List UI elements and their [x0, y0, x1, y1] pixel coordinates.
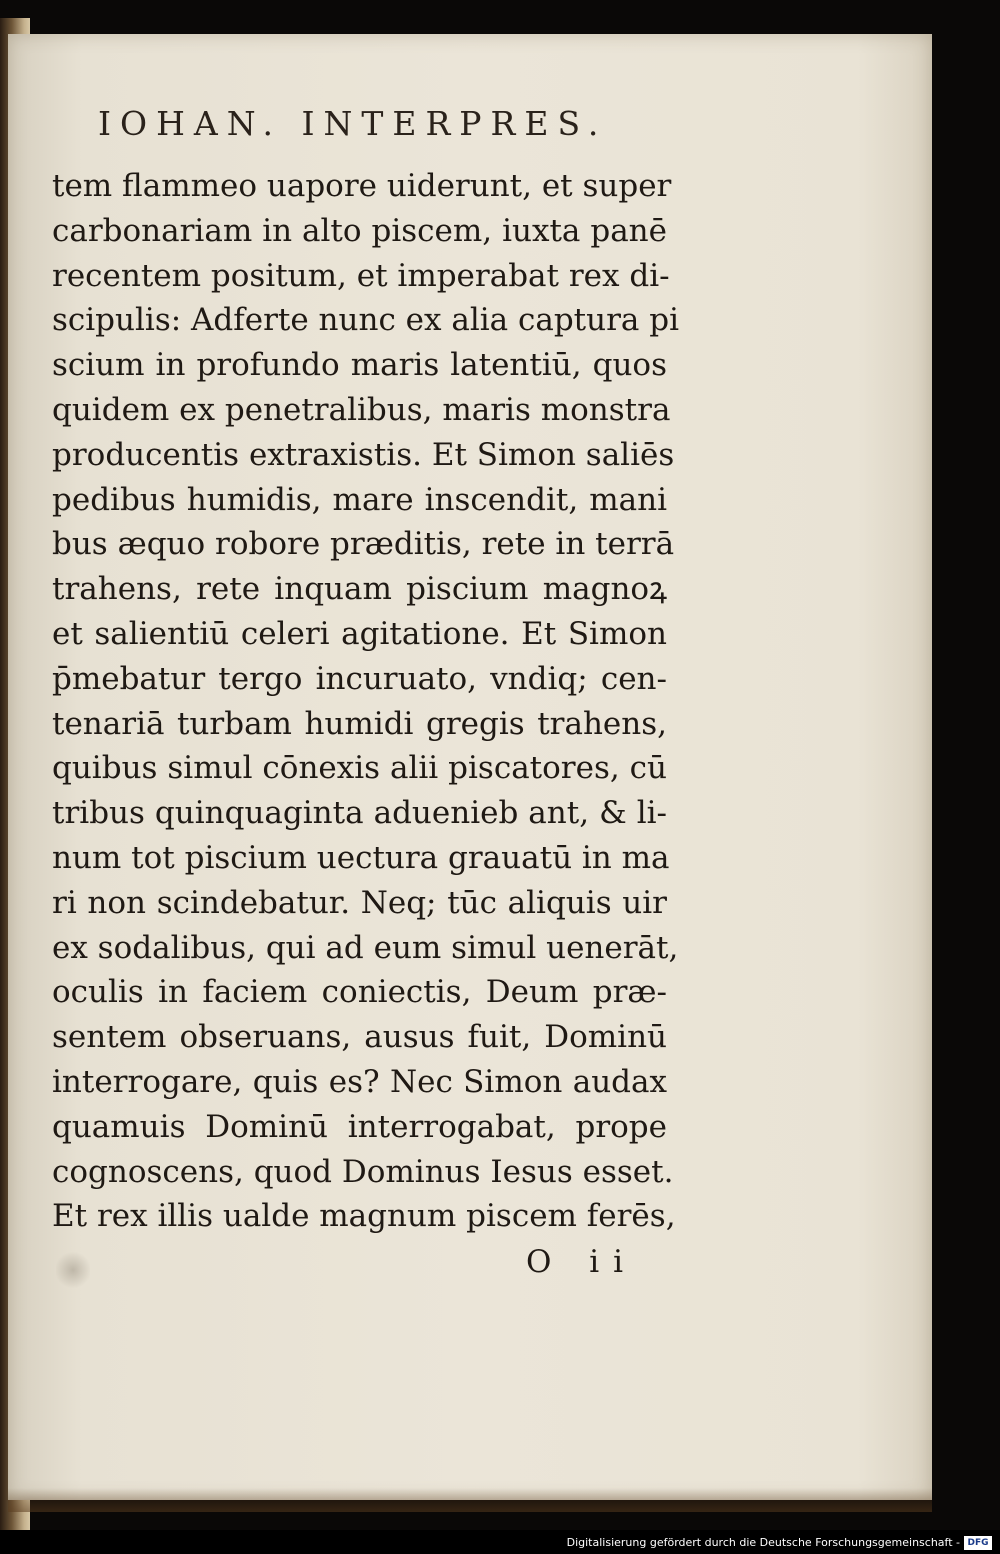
dfg-logo: DFG — [964, 1536, 992, 1550]
text-line: trahens, rete inquam piscium magnoꝝ — [52, 571, 667, 608]
text-line: quibus simul cōnexis alii piscatores, cū — [52, 750, 667, 787]
text-line: cognoscens, quod Dominus Iesus esset. — [52, 1153, 674, 1190]
text-line: ex sodalibus, qui ad eum simul uenerāt, — [52, 929, 679, 966]
body-text — [52, 164, 680, 1239]
text-line: producentis extraxistis. Et Simon saliēs — [52, 436, 675, 473]
text-line: interrogare, quis es? Nec Simon audax — [52, 1063, 667, 1100]
text-line: p̄mebatur tergo incuruato, vndiq; cen- — [52, 660, 667, 697]
text-line: oculis in faciem coniectis, Deum præ- — [52, 974, 667, 1011]
text-line: ri non scindebatur. Neq; tūc aliquis uir — [52, 884, 667, 921]
text-line: et salientiū celeri agitatione. Et Simon — [52, 615, 667, 652]
page-bottom-shadow — [8, 1488, 932, 1512]
text-line: quamuis Dominū interrogabat, prope — [52, 1108, 667, 1145]
text-line: recentem positum, et imperabat rex di- — [52, 257, 670, 294]
text-line: sentem obseruans, ausus fuit, Dominū — [52, 1019, 667, 1056]
text-line: scium in profundo maris latentiū, quos — [52, 347, 667, 384]
text-line: Et rex illis ualde magnum piscem ferēs, — [52, 1198, 676, 1235]
signature-mark: O ii — [526, 1244, 638, 1280]
text-line: tribus quinquaginta aduenieb ant, & li- — [52, 795, 667, 832]
text-line: pedibus humidis, mare inscendit, mani — [52, 481, 667, 518]
text-line: tem flammeo uapore uiderunt, et super — [52, 168, 672, 204]
text-line: num tot piscium uectura grauatū in ma — [52, 839, 670, 876]
digitization-credit: Digitalisierung gefördert durch die Deutsche Forschungsgemeinschaft - — [566, 1536, 960, 1549]
text-line: tenariā turbam humidi gregis trahens, — [52, 705, 667, 742]
text-line: scipulis: Adferte nunc ex alia captura pi — [52, 302, 680, 339]
text-line: carbonariam in alto piscem, iuxta panē — [52, 212, 667, 249]
text-line: quidem ex penetralibus, maris monstra — [52, 391, 671, 428]
text-line: bus æquo robore præditis, rete in terrā — [52, 526, 675, 563]
ink-bleed-mark — [56, 1250, 90, 1290]
running-head: IOHAN. INTERPRES. — [98, 104, 608, 143]
